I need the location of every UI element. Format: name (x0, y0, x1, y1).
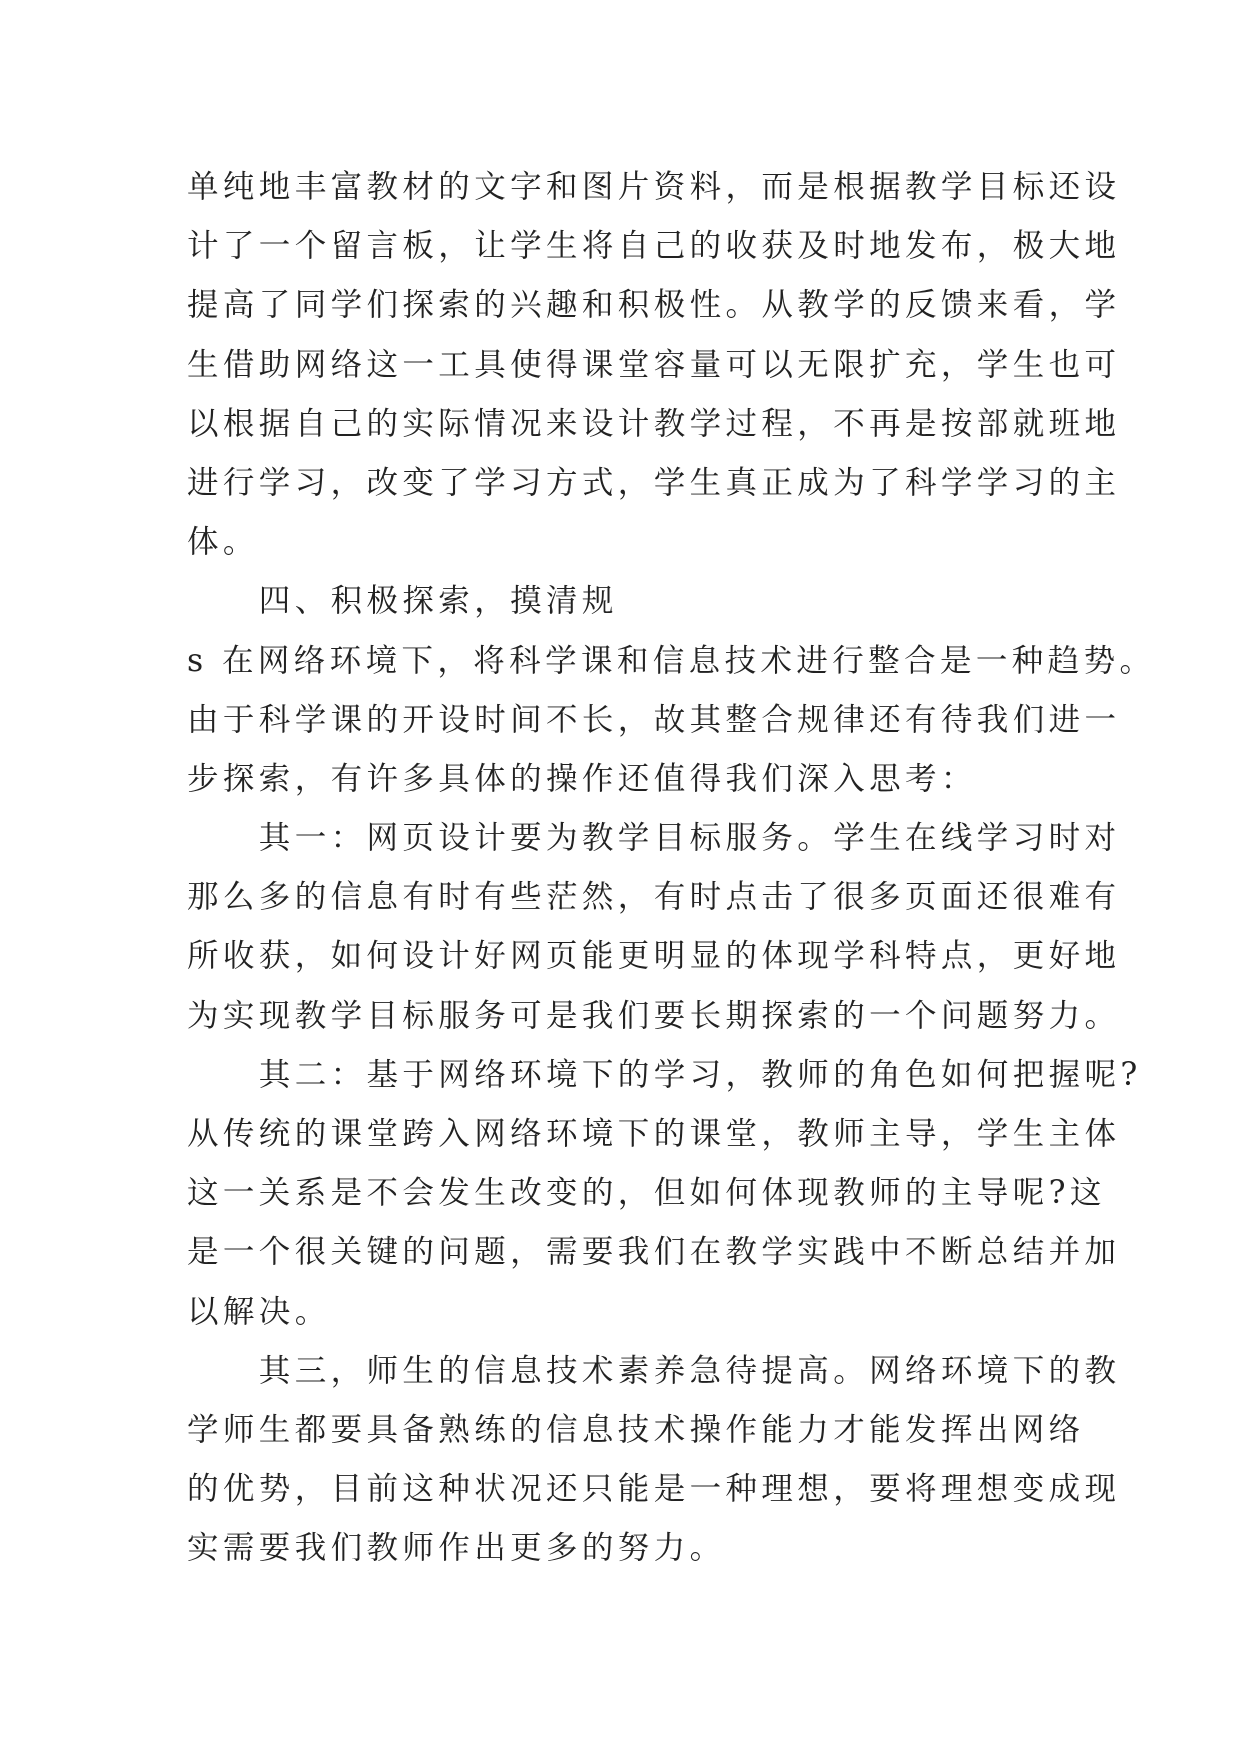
document-body (187, 158, 1156, 1579)
text-line: 其一：网页设计要为教学目标服务。学生在线学习时对 (187, 820, 1121, 857)
text-line: 其三，师生的信息技术素养急待提高。网络环境下的教 (187, 1352, 1121, 1389)
text-line: 其二：基于网络环境下的学习，教师的角色如何把握呢? (187, 1056, 1142, 1093)
text-line: 实需要我们教师作出更多的努力。 (187, 1530, 726, 1567)
text-line: 以解决。 (187, 1293, 331, 1330)
text-line: 学师生都要具备熟练的信息技术操作能力才能发挥出网络 (187, 1411, 1085, 1448)
text-line: 的优势，目前这种状况还只能是一种理想，要将理想变成现 (187, 1471, 1121, 1508)
section-heading: 四、积极探索，摸清规 (187, 583, 618, 620)
text-line: 体。 (187, 524, 259, 561)
text-line: 所收获，如何设计好网页能更明显的体现学科特点，更好地 (187, 938, 1121, 975)
text-line: 单纯地丰富教材的文字和图片资料，而是根据教学目标还设 (187, 169, 1121, 205)
text-line: 提高了同学们探索的兴趣和积极性。从教学的反馈来看，学 (187, 287, 1121, 324)
text-line: 那么多的信息有时有些茫然，有时点击了很多页面还很难有 (187, 879, 1121, 916)
text-line: 这一关系是不会发生改变的，但如何体现教师的主导呢?这 (187, 1175, 1106, 1212)
text-line: 进行学习，改变了学习方式，学生真正成为了科学学习的主 (187, 464, 1121, 501)
text-line: 为实现教学目标服务可是我们要长期探索的一个问题努力。 (187, 997, 1121, 1034)
text-line: 生借助网络这一工具使得课堂容量可以无限扩充，学生也可 (187, 346, 1121, 383)
text-line: 以根据自己的实际情况来设计教学过程，不再是按部就班地 (187, 405, 1121, 442)
text-line: 是一个很关键的问题，需要我们在教学实践中不断总结并加 (187, 1234, 1121, 1271)
text-line: 步探索，有许多具体的操作还值得我们深入思考： (187, 760, 977, 797)
text-line: 由于科学课的开设时间不长，故其整合规律还有待我们进一 (187, 701, 1121, 738)
text-line: 计了一个留言板，让学生将自己的收获及时地发布，极大地 (187, 228, 1121, 265)
text-line: s 在网络环境下，将科学课和信息技术进行整合是一种趋势。 (187, 642, 1156, 679)
text-line: 从传统的课堂跨入网络环境下的课堂，教师主导，学生主体 (187, 1116, 1121, 1152)
